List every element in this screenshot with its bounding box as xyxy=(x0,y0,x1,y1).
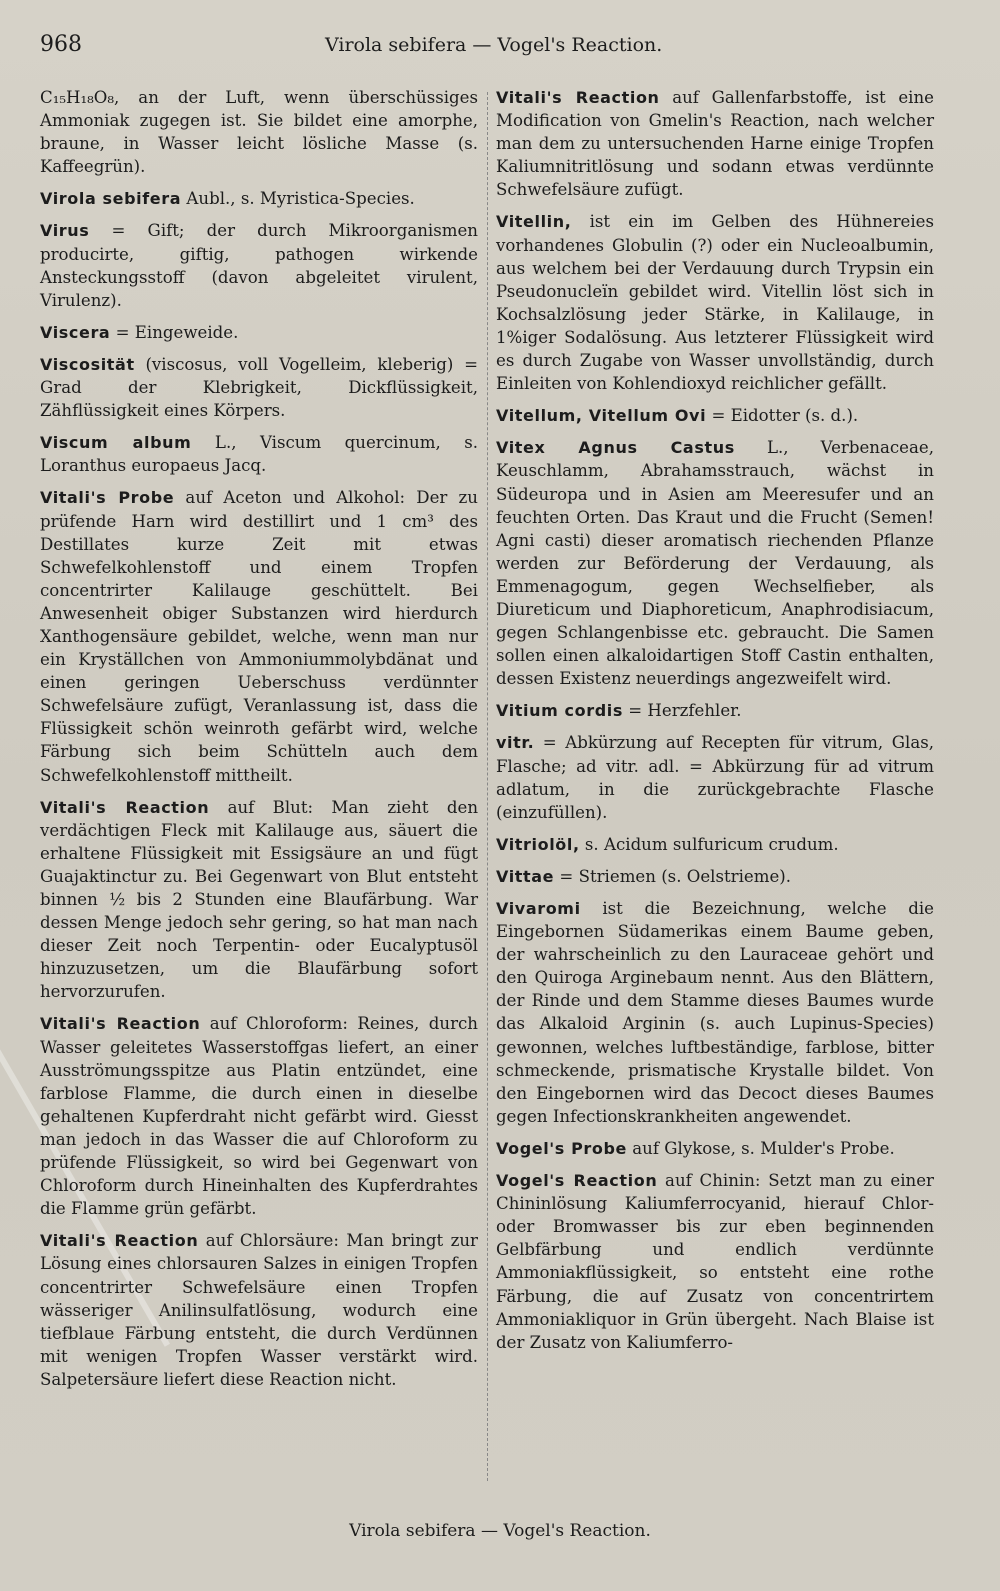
dictionary-entry xyxy=(496,404,934,427)
entry-text: auf Gallenfarbstoffe, ist eine Modification von Gmelin's Reaction, nach welcher man dem zu untersuchenden Harne einige Tropfen Kaliumnitritlösung und sodann etwas verdünnte Schwefelsäure zufügt. xyxy=(496,88,934,200)
entry-headword: Virola sebifera xyxy=(40,189,182,209)
entry-text: Aubl., s. Myristica-Species. xyxy=(181,189,415,209)
entry-text: = Herzfehler. xyxy=(622,701,742,721)
entry-text: auf Chloroform: Reines, durch Wasser geleitetes Wasserstoffgas liefert, an einer Ausströmungsspitze aus Platin entzündet, eine farblose Flamme, die durch einen in dieselbe gehaltenen Kupferdraht nicht gefärbt wird. Giesst man jedoch in das Wasser die auf Chloroform zu prüfende Flüssigkeit, so wird bei Gegenwart von Chloroform durch Hineinhalten des Kupferdrahtes die Flamme grün gefärbt. xyxy=(40,1014,478,1219)
dictionary-entry xyxy=(40,219,478,311)
dictionary-entry xyxy=(496,86,934,201)
dictionary-entry xyxy=(40,321,478,344)
entry-text: auf Aceton und Alkohol: Der zu prüfende Harn wird destillirt und 1 cm³ des Destillates kurze Zeit mit etwas Schwefelkohlenstoff und einem Tropfen concentrirter Kalilauge geschüttelt. Bei Anwesenheit obiger Substanzen wird hierdurch Xanthogensäure gebildet, welche, wenn man nur ein Kryställchen von Ammoniummolybdänat und einen geringen Ueberschuss verdünnter Schwefelsäure zufügt, Veranlassung ist, dass die Flüssigkeit schön weinroth gefärbt wird, welche Färbung sich beim Schütteln auch dem Schwefelkohlenstoff mittheilt. xyxy=(40,488,478,785)
dictionary-entry xyxy=(40,1229,478,1391)
entry-text: L., Viscum quercinum, s. Loranthus europaeus Jacq. xyxy=(40,433,478,476)
entry-text: auf Chinin: Setzt man zu einer Chininlösung Kaliumferrocyanid, hierauf Chlor- oder Bromwasser bis zur eben beginnenden Gelbfärbung und endlich verdünnte Ammoniakflüssigkeit, so entsteht eine rothe Färbung, die auf Zusatz von concentrirtem Ammoniakliquor in Grün übergeht. Nach Blaise ist der Zusatz von Kaliumferro- xyxy=(496,1171,934,1352)
dictionary-entry xyxy=(496,731,934,823)
dictionary-entry xyxy=(40,353,478,422)
left-column xyxy=(40,86,478,1491)
dictionary-entry xyxy=(496,865,934,888)
dictionary-entry xyxy=(496,897,934,1128)
dictionary-entry xyxy=(40,796,478,1004)
entry-headword: Viscera xyxy=(40,322,111,342)
dictionary-entry xyxy=(40,486,478,786)
entry-headword: Vitali's Reaction xyxy=(40,1231,199,1251)
entry-text: = Striemen (s. Oelstrieme). xyxy=(554,866,792,886)
entry-headword: Viscosität xyxy=(40,354,135,374)
page-header xyxy=(40,30,960,62)
dictionary-entry xyxy=(40,86,478,178)
dictionary-entry xyxy=(496,436,934,690)
dictionary-entry xyxy=(496,699,934,722)
dictionary-entry xyxy=(496,833,934,856)
right-column xyxy=(496,86,934,1491)
entry-text: (viscosus, voll Vogelleim, kleberig) = Grad der Klebrigkeit, Dickflüssigkeit, Zähflüssigkeit eines Körpers. xyxy=(40,354,478,421)
entry-text: auf Chlorsäure: Man bringt zur Lösung eines chlorsauren Salzes in einigen Tropfen concentrirter Schwefelsäure einen Tropfen wässeriger Anilinsulfatlösung, wodurch eine tiefblaue Färbung entsteht, die durch Verdünnen mit wenigen Tropfen Wasser verstärkt wird. Salpetersäure liefert diese Reaction nicht. xyxy=(40,1231,478,1389)
dictionary-entry xyxy=(496,1169,934,1354)
entry-text: = Eingeweide. xyxy=(110,322,239,342)
dictionary-entry xyxy=(40,187,478,210)
column-divider xyxy=(487,92,488,1481)
entry-headword: Vittae xyxy=(496,866,555,886)
entry-headword: Vogel's Probe xyxy=(496,1138,627,1158)
entry-headword: Viscum album xyxy=(40,433,192,453)
entry-headword: Virus xyxy=(40,221,90,241)
entry-headword: Vitali's Reaction xyxy=(496,88,660,107)
entry-headword: Vitali's Reaction xyxy=(40,797,210,817)
entry-text: ist ein im Gelben des Hühnereies vorhandenes Globulin (?) oder ein Nucleoalbumin, aus welchem bei der Verdauung durch Trypsin ein Pseudonucleïn gebildet wird. Vitellin löst sich in Kochsalzlösung jeder Stärke, in Kalilauge, in 1%iger Sodalösung. Aus letzterer Flüssigkeit wird es durch Zugabe von Wasser unvollständig, durch Einleiten von Kohlendioxyd reichlicher gefällt. xyxy=(496,212,934,394)
dictionary-entry xyxy=(40,1012,478,1220)
entry-text: = Abkürzung auf Recepten für vitrum, Glas, Flasche; ad vitr. adl. = Abkürzung für ad vitrum adlatum, in die zurückgebrachte Flasche (einzufüllen). xyxy=(496,733,934,822)
entry-headword: Vitriolöl, xyxy=(496,834,580,854)
dictionary-entry xyxy=(496,1137,934,1160)
entry-text: s. Acidum sulfuricum crudum. xyxy=(579,834,839,854)
entry-headword: Vogel's Reaction xyxy=(496,1171,658,1191)
entry-text: auf Glykose, s. Mulder's Probe. xyxy=(627,1138,895,1158)
entry-text: = Eidotter (s. d.). xyxy=(706,406,859,426)
running-head: Virola sebifera — Vogel's Reaction. xyxy=(325,34,663,56)
entry-text: = Gift; der durch Mikroorganismen producirte, giftig, pathogen wirkende Ansteckungsstoff (davon abgeleitet virulent, Virulenz). xyxy=(40,221,478,310)
entry-headword: Vitali's Reaction xyxy=(40,1014,201,1034)
entry-text: ist die Bezeichnung, welche die Eingebornen Südamerikas einem Baume geben, der wahrscheinlich zu den Lauraceae gehört und den Quiroga Arginebaum nennt. Aus den Blättern, der Rinde und dem Stamme dieses Baumes wurde das Alkaloid Arginin (s. auch Lupinus-Species) gewonnen, welches luftbeständige, farblose, bitter schmeckende, prismatische Krystalle bildet. Von den Eingebornen wird das Decoct dieses Baumes gegen Infectionskrankheiten angewendet. xyxy=(496,899,934,1126)
entry-headword: Vitali's Probe xyxy=(40,488,175,508)
entry-headword: Vivaromi xyxy=(496,899,581,918)
entry-text: auf Blut: Man zieht den verdächtigen Fleck mit Kalilauge aus, säuert die erhaltene Flüssigkeit mit Essigsäure an und fügt Guajaktinctur zu. Bei Gegenwart von Blut entsteht binnen ½ bis 2 Stunden eine Blaufärbung. War dessen Menge jedoch sehr gering, so hat man nach dieser Zeit noch Terpentin- oder Eucalyptusöl hinzuzusetzen, um die Blaufärbung sofort hervorzurufen. xyxy=(40,797,479,1002)
entry-headword: vitr. xyxy=(496,733,535,753)
dictionary-entry xyxy=(496,210,934,395)
entry-headword: Vitium cordis xyxy=(496,701,623,721)
page-number: 968 xyxy=(40,32,82,57)
entry-headword: Vitellin, xyxy=(496,212,572,232)
entry-text: C₁₅H₁₈O₈, an der Luft, wenn überschüssiges Ammoniak zugegen ist. Sie bildet eine amorphe, braune, in Wasser leicht lösliche Masse (s. Kaffeegrün). xyxy=(40,88,478,177)
dictionary-entry xyxy=(40,431,478,477)
page-footer: Virola sebifera — Vogel's Reaction. xyxy=(349,1521,651,1541)
entry-text: L., Verbenaceae, Keuschlamm, Abrahamsstrauch, wächst in Südeuropa und in Asien am Meeresufer und an feuchten Orten. Das Kraut und die Frucht (Semen! Agni casti) dieser aromatisch riechenden Pflanze werden zur Beförderung der Verdauung, als Emmenagogum, gegen Wechselfieber, als Diureticum und Diaphoreticum, Anaphrodisiacum, gegen Schlangenbisse etc. gebraucht. Die Samen sollen einen alkaloidartigen Stoff Castin enthalten, dessen Existenz neuerdings angezweifelt wird. xyxy=(496,438,934,689)
entry-headword: Vitex Agnus Castus xyxy=(496,438,735,458)
entry-headword: Vitellum, Vitellum Ovi xyxy=(496,406,707,426)
